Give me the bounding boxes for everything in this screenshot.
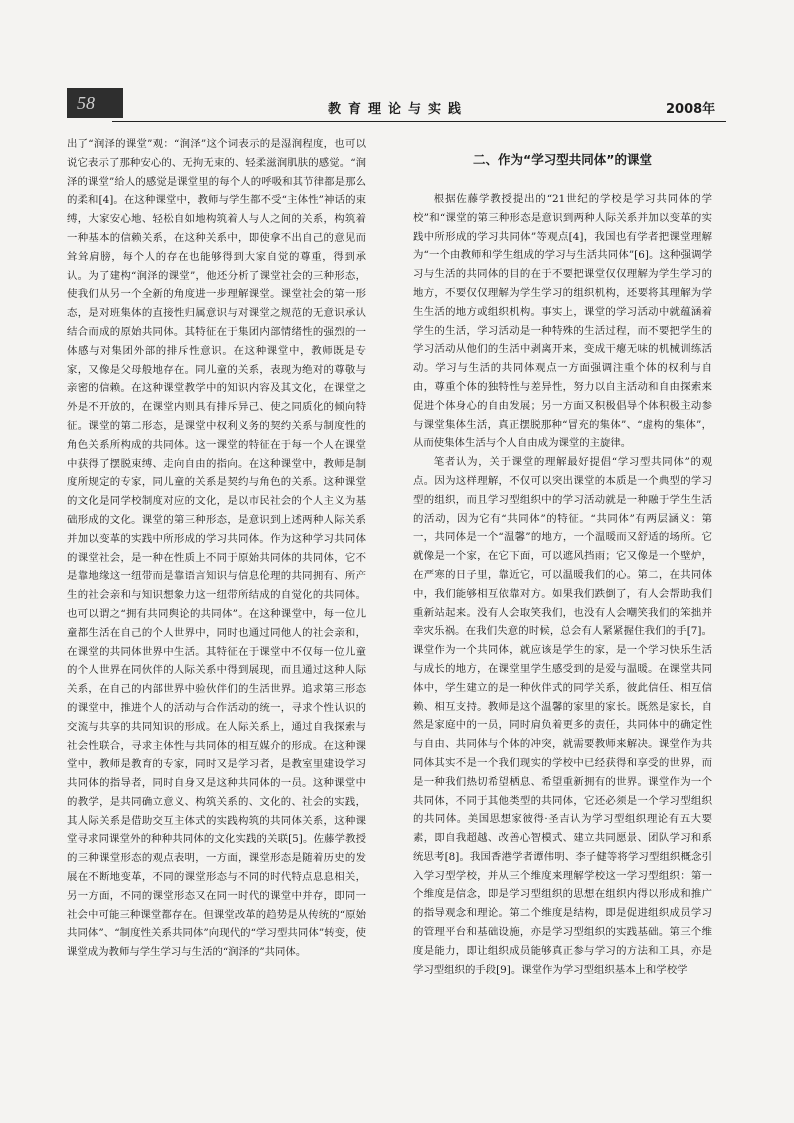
body-paragraph: 根据佐藤学教授提出的“21世纪的学校是学习共同体的学校”和“课堂的第三种形态是意识到两种人际关系并加以变革的实践中所形成的学习共同体”等观点[4]，我国也有学者把课堂理解为“一个由教师和学生组成的学习与生活共同体”[6]。这种强调学习与生活的共同体的目的在于不要把课堂仅仅理解为学生学习的地方，不要仅仅理解为学生学习的组织机构，还要将其理解为学生生活的地方或组织机构。事实上，课堂的学习活动中就蕴涵着学生的生活，学习活动是一种特殊的生活过程，而不要把学生的学习活动从他们的生活中剥离开来，变成干瘪无味的机械训练活动。学习与生活的共同体观点一方面强调注重个体的权利与自由，尊重个体的独特性与差异性，努力以自主活动和自由探索来促进个体身心的自由发展；另一方面又积极倡导个体积极主动参与课堂集体生活，真正摆脱那种“冒充的集体”、“虚构的集体”，从而使集体生活与个人自由成为课堂的主旋律。 <box>413 193 712 450</box>
issue-year: 2008年 <box>666 102 716 117</box>
body-paragraph: 笔者认为，关于课堂的理解最好提倡“学习型共同体”的观点。因为这样理解，不仅可以突出课堂的本质是一个典型的学习型的组织，而且学习型组织中的学习活动就是一种融于学生生活的活动，因为它有“共同体”的特征。“共同体”有两层涵义：第一，共同体是一个“温馨”的地方，一个温暖而又舒适的场所。它就像是一个家，在它下面，可以遮风挡雨；它又像是一个壁炉，在严寒的日子里，靠近它，可以温暖我们的心。第二，在共同体中，我们能够相互依靠对方。如果我们跌倒了，有人会帮助我们重新站起来。没有人会取笑我们，也没有人会嘲笑我们的笨拙并幸灾乐祸。在我们失意的时候，总会有人紧紧握住我们的手[7]。课堂作为一个共同体，就应该是学生的家，是一个学习快乐生活与成长的地方，在课堂里学生感受到的是爱与温暖。在课堂共同体中，学生建立的是一种伙伴式的同学关系，彼此信任、相互信赖、相互支持。教师是这个温馨的家里的家长。既然是家长，自然是家庭中的一员，同时肩负着更多的责任，共同体中的确定性与自由、共同体与个体的冲突，就需要教师来解决。课堂作为共同体其实不是一个我们现实的学校中已经获得和享受的世界，而是一种我们热切希望栖息、希望重新拥有的世界。课堂作为一个共同体，不同于其他类型的共同体，它还必须是一个学习型组织的共同体。美国思想家彼得·圣吉认为学习型组织理论有五大要素，即自我超越、改善心智模式、建立共同愿景、团队学习和系统思考[8]。我国香港学者谭伟明、李子健等将学习型组织概念引入学习型学校，并从三个维度来理解学校这一学习型组织：第一个维度是信念，即是学习型组织的思想在组织内得以形成和推广的指导观念和理论。第二个维度是结构，即是促进组织成员学习的管理平台和基础设施，亦是学习型组织的实践基础。第三个维度是能力，即让组织成员能够真正参与学习的方法和工具，亦是学习型组织的手段[9]。课堂作为学习型组织基本上和学校学 <box>413 456 712 976</box>
body-paragraph: 出了“润泽的课堂”观：“润泽”这个词表示的是湿润程度，也可以说它表示了那种安心的、无拘无束的、轻柔滋润肌肤的感觉。“润泽的课堂”给人的感觉是课堂里的每个人的呼吸和其节律都是那么的柔和[4]。在这种课堂中，教师与学生都不受“主体性”神话的束缚，大家安心地、轻松自如地构筑着人与人之间的关系，构筑着一种基本的信赖关系，在这种关系中，即使拿不出自己的意见而耸耸肩膀，每个人的存在也能够得到大家自觉的尊重，得到承认。为了建构“润泽的课堂”，他还分析了课堂社会的三种形态，使我们从另一个全新的角度进一步理解课堂。课堂社会的第一形态，是对班集体的直接性归属意识与对课堂之规范的无意识承认结合而成的原始共同体。其特征在于集团内部情绪性的强烈的一体感与对集团外部的排斥性意识。在这种课堂中，教师既是专家，又像是父母般地存在。同儿童的关系，表现为绝对的尊敬与亲密的信赖。在这种课堂教学中的知识内容及其文化，在课堂之外是不开放的，在课堂内则具有排斥异己、使之同质化的倾向特征。课堂的第二形态，是课堂中权利义务的契约关系与制度性的角色关系所构成的共同体。这一课堂的特征在于每一个人在课堂中获得了摆脱束缚、走向自由的指向。在这种课堂中，教师是制度所规定的专家，同儿童的关系是契约与角色的关系。这种课堂的文化是同学校制度对应的文化，是以市民社会的个人主义为基础形成的文化。课堂的第三种形态，是意识到上述两种人际关系并加以变革的实践中所形成的学习共同体。作为这种学习共同体的课堂社会，是一种在性质上不同于原始共同体的共同体，它不是靠地缘这一纽带而是靠语言知识与信息伦理的共同拥有、所产生的社会亲和与知识想象力这一纽带所结成的自觉化的共同体。也可以谓之“拥有共同舆论的共同体”。在这种课堂中，每一位儿童都生活在自己的个人世界中，同时也通过同他人的社会亲和，在课堂的共同体世界中生活。其特征在于课堂中不仅每一位儿童的个人世界在同伙伴的人际关系中得到展现，而且通过这种人际关系，在自己的内部世界中验伙伴们的生活世界。追求第三形态的课堂中，推进个人的活动与合作活动的统一，寻求个性认识的交流与共享的共同知识的形成。在人际关系上，通过自我探索与社会性联合，寻求主体性与共同体的相互媒介的形成。在这种课堂中，教师是教育的专家，同时又是学习者，是教室里建设学习共同体的指导者，同时自身又是这种共同体的一员。这种课堂中的教学，是共同确立意义、构筑关系的、文化的、社会的实践，其人际关系是借助交互主体式的实践构筑的共同体关系，这种课堂寻求同课堂外的种种共同体的文化实践的关联[5]。佐藤学教授的三种课堂形态的观点表明，一方面，课堂形态是随着历史的发展在不断地变革，不同的课堂形态与不同的时代特点息息相关，另一方面，不同的课堂形态又在同一时代的课堂中并存，即同一社会中可能三种课堂都存在。但课堂改革的趋势是从传统的“原始共同体”、“制度性关系共同体”向现代的“学习型共同体”转变，使课堂成为教师与学生学习与生活的“润泽的”共同体。 <box>67 138 366 959</box>
left-column <box>67 135 366 962</box>
header-rule <box>112 121 726 122</box>
right-column <box>413 150 712 979</box>
section-heading: 二、作为“学习型共同体”的课堂 <box>473 152 652 167</box>
page-number: 58 <box>67 88 123 118</box>
journal-title: 教育理论与实践 <box>328 102 469 117</box>
